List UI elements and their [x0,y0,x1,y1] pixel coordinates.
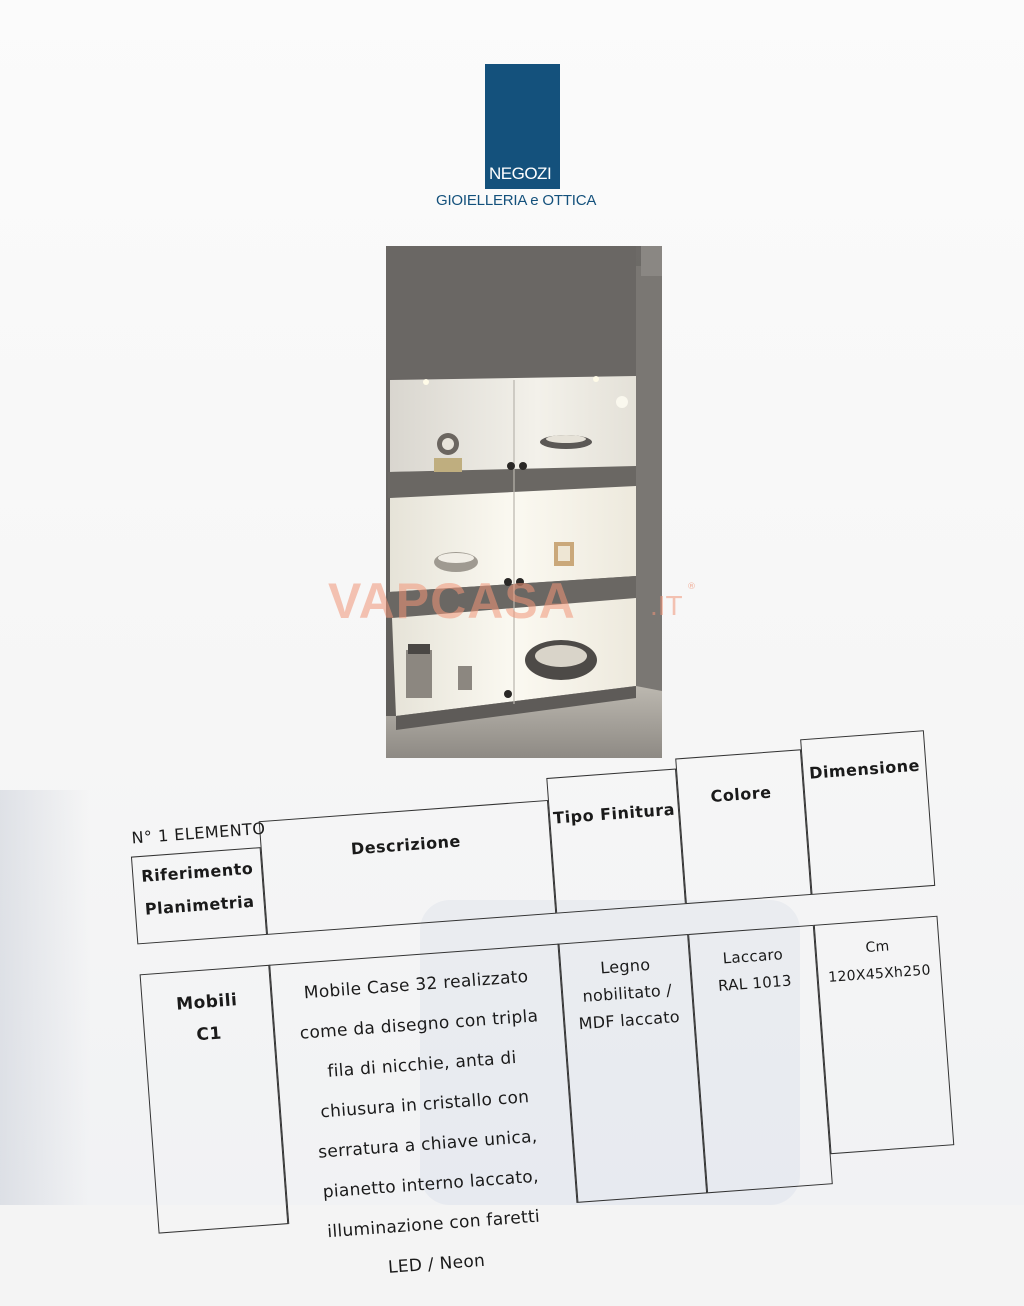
desc-line: illuminazione con faretti [326,1206,541,1243]
desc-line: fila di nicchie, anta di [326,1047,518,1082]
showcase-photo [386,246,662,758]
header-dimensione-label: Dimensione [808,755,921,783]
desc-line: LED / Neon [387,1250,486,1278]
desc-line: come da disegno con tripla [299,1006,539,1044]
dimensione-line: Cm [865,938,891,957]
row-dimensione [814,916,955,1154]
desc-line: Mobile Case 32 realizzato [303,966,530,1004]
header-riferimento [131,847,267,944]
brand-logo-name: NEGOZI [489,164,552,183]
colore-line: RAL 1013 [717,971,793,995]
finitura-line: nobilitato / [581,980,673,1006]
brand-subtitle: GIOIELLERIA e OTTICA [436,192,597,209]
header-colore-label: Colore [709,782,773,807]
header-riferimento-line1: Riferimento [140,858,254,886]
page-shadow [0,790,90,1205]
finitura-line: MDF laccato [577,1006,681,1034]
row-riferimento-line2: C1 [195,1023,223,1046]
finitura-line: Legno [599,954,651,978]
header-tipo-finitura [546,768,686,913]
row-colore [688,925,833,1194]
header-dimensione [800,730,935,895]
watermark-suffix: .IT [650,590,683,621]
row-riferimento-line1: Mobili [175,990,239,1015]
header-colore [675,749,811,904]
header-tipo-finitura-label: Tipo Finitura [552,799,676,828]
row-descrizione [269,944,577,1278]
desc-line: pianetto interno laccato, [322,1166,540,1203]
dimensione-line: 120X45Xh250 [827,962,932,986]
spec-table [110,729,969,1278]
header-riferimento-line2: Planimetria [144,891,256,919]
desc-line: chiusura in cristallo con [319,1087,530,1123]
watermark-registered-mark: ® [687,582,696,592]
colore-line: Laccaro [722,945,784,968]
row-tipo-finitura [558,934,707,1203]
row-riferimento [140,965,289,1234]
desc-line: serratura a chiave unica, [317,1126,539,1163]
header-descrizione [259,800,557,935]
watermark-text: VAPCASA [328,573,576,629]
table-caption: N° 1 ELEMENTO [130,818,267,848]
header-descrizione-label: Descrizione [350,831,462,859]
